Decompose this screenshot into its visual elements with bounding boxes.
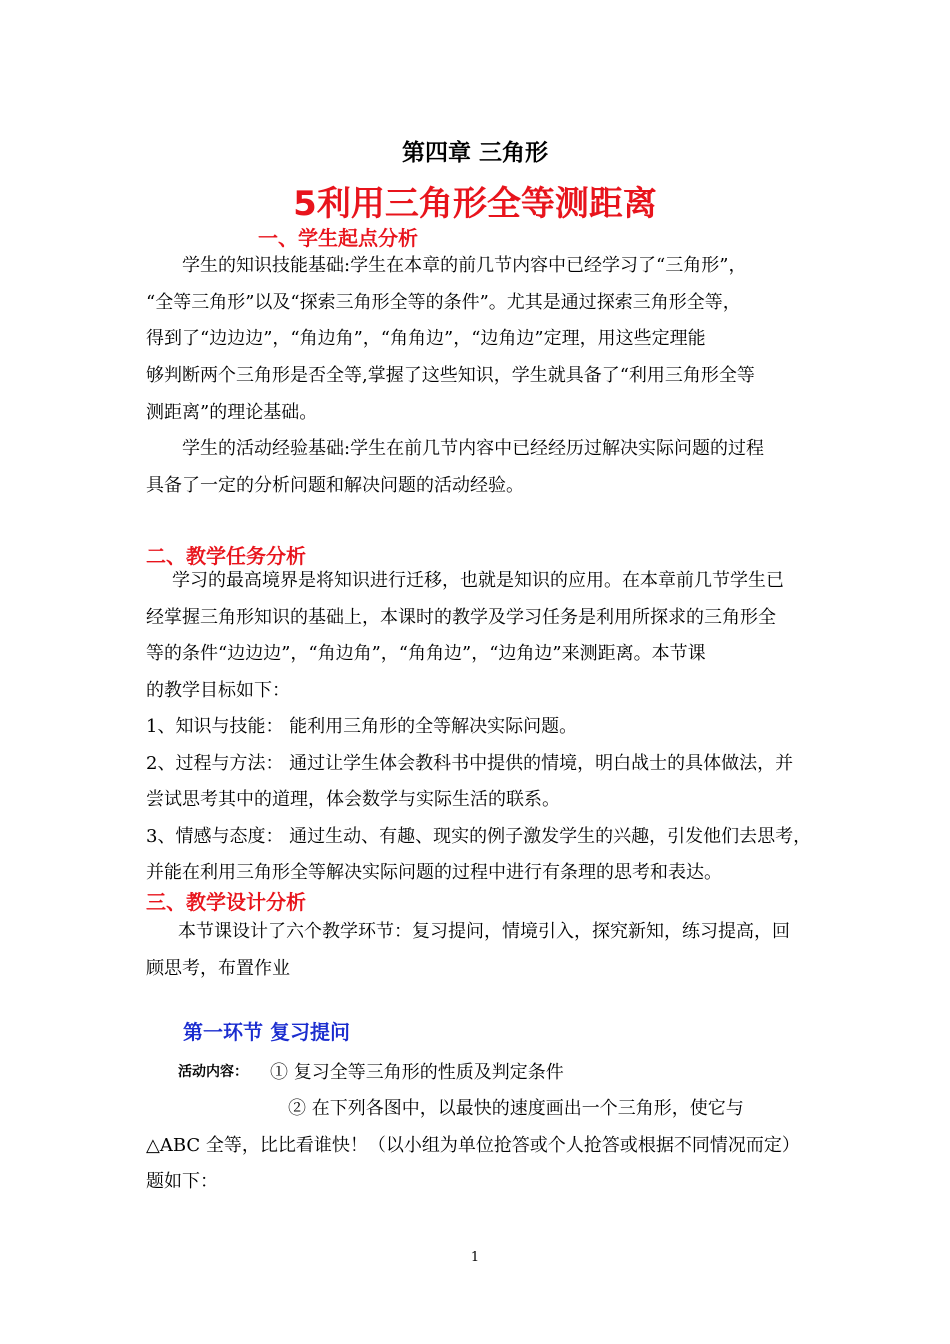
activity-item-1: ① 复习全等三角形的性质及判定条件 — [270, 1062, 564, 1083]
chapter-title: 第四章 三角形 — [401, 140, 548, 166]
section3-line-2: 顾思考，布置作业 — [146, 958, 290, 979]
section2-line-4: 的教学目标如下： — [146, 680, 290, 701]
section1-line-4: 够判断两个三角形是否全等,掌握了这些知识，学生就具备了“利用三角形全等 — [146, 365, 755, 386]
section4-line-1: △ABC 全等，比比看谁快！（以小组为单位抢答或个人抢答或根据不同情况而定） — [146, 1135, 800, 1156]
section1-line-6: 学生的活动经验基础:学生在前几节内容中已经经历过解决实际问题的过程 — [182, 438, 765, 459]
section2-line-7: 尝试思考其中的道理，体会数学与实际生活的联系。 — [146, 789, 560, 810]
section1-line-7: 具备了一定的分析问题和解决问题的活动经验。 — [146, 475, 524, 496]
section4-line-2: 题如下： — [146, 1171, 218, 1192]
page-number: 1 — [470, 1250, 480, 1265]
section2-heading: 二、教学任务分析 — [146, 544, 306, 568]
section2-line-5: 1、知识与技能： 能利用三角形的全等解决实际问题。 — [146, 716, 578, 737]
section1-line-1: 学生的知识技能基础:学生在本章的前几节内容中已经学习了“三角形”， — [182, 255, 747, 276]
section1-line-2: “全等三角形”以及“探索三角形全等的条件”。尤其是通过探索三角形全等， — [146, 292, 741, 313]
section3-line-1: 本节课设计了六个教学环节：复习提问，情境引入，探究新知，练习提高，回 — [178, 921, 790, 942]
section2-line-6: 2、过程与方法： 通过让学生体会教科书中提供的情境，明白战士的具体做法，并 — [146, 753, 794, 774]
section2-line-2: 经掌握三角形知识的基础上，本课时的教学及学习任务是利用所探求的三角形全 — [146, 607, 776, 628]
section3-heading: 三、教学设计分析 — [146, 890, 306, 914]
section1-line-5: 测距离”的理论基础。 — [146, 402, 318, 423]
lesson-title: 5利用三角形全等测距离 — [293, 184, 657, 224]
section2-line-3: 等的条件“边边边”，“角边角”，“角角边”，“边角边”来测距离。本节课 — [146, 643, 706, 664]
section1-heading: 一、学生起点分析 — [258, 226, 418, 250]
section2-line-1: 学习的最高境界是将知识进行迁移，也就是知识的应用。在本章前几节学生已 — [172, 570, 784, 591]
section2-line-9: 并能在利用三角形全等解决实际问题的过程中进行有条理的思考和表达。 — [146, 862, 722, 883]
section4-heading: 第一环节 复习提问 — [183, 1020, 350, 1044]
section1-line-3: 得到了“边边边”，“角边角”，“角角边”，“边角边”定理，用这些定理能 — [146, 328, 706, 349]
activity-item-2: ② 在下列各图中，以最快的速度画出一个三角形，使它与 — [288, 1098, 744, 1119]
section2-line-8: 3、情感与态度： 通过生动、有趣、现实的例子激发学生的兴趣，引发他们去思考， — [146, 826, 812, 847]
activity-label: 活动内容： — [178, 1064, 248, 1080]
